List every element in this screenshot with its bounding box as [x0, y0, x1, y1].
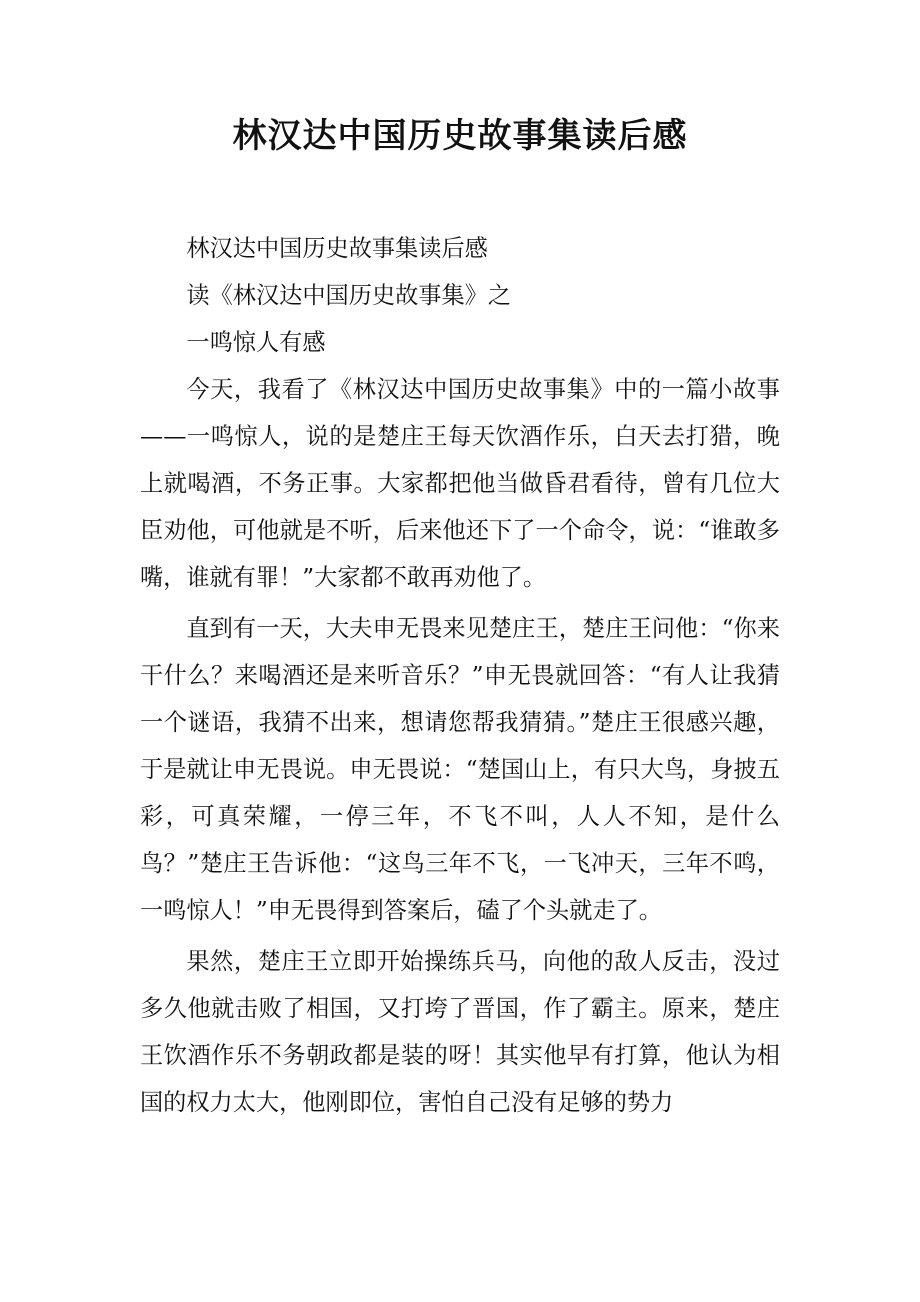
paragraph-heading-repeat: 林汉达中国历史故事集读后感 — [186, 235, 488, 262]
paragraph-conclusion: 果然，楚庄王立即开始操练兵马，向他的敌人反击，没过多久他就击败了相国，又打垮了晋国，作了霸主。原来，楚庄王饮酒作乐不务朝政都是装的呀！其实他早有打算，他认为相国的权力太大，他刚即位，害怕自己没有足够的势力 — [140, 948, 780, 1116]
paragraph-riddle-dialogue: 直到有一天，大夫申无畏来见楚庄王，楚庄王问他：“你来干什么？来喝酒还是来听音乐？”申无畏就回答：“有人让我猜一个谜语，我猜不出来，想请您帮我猜猜。”楚庄王很感兴趣，于是就让申无畏说。申无畏说：“楚国山上，有只大鸟，身披五彩，可真荣耀，一停三年，不飞不叫，人人不知，是什么鸟？”楚庄王告诉他：“这鸟三年不飞，一飞冲天，三年不鸣，一鸣惊人！”申无畏得到答案后，磕了个头就走了。 — [140, 615, 780, 924]
paragraph-story-intro: 今天，我看了《林汉达中国历史故事集》中的一篇小故事——一鸣惊人，说的是楚庄王每天饮酒作乐，白天去打猎，晚上就喝酒，不务正事。大家都把他当做昏君看待，曾有几位大臣劝他，可他就是不听，后来他还下了一个命令，说：“谁敢多嘴，谁就有罪！”大家都不敢再劝他了。 — [140, 376, 780, 591]
paragraph-subtitle-line-1: 读《林汉达中国历史故事集》之 — [186, 282, 512, 309]
document-body — [140, 225, 780, 1126]
document-title: 林汉达中国历史故事集读后感 — [232, 116, 688, 156]
paragraph-subtitle-line-2: 一鸣惊人有感 — [186, 329, 326, 356]
